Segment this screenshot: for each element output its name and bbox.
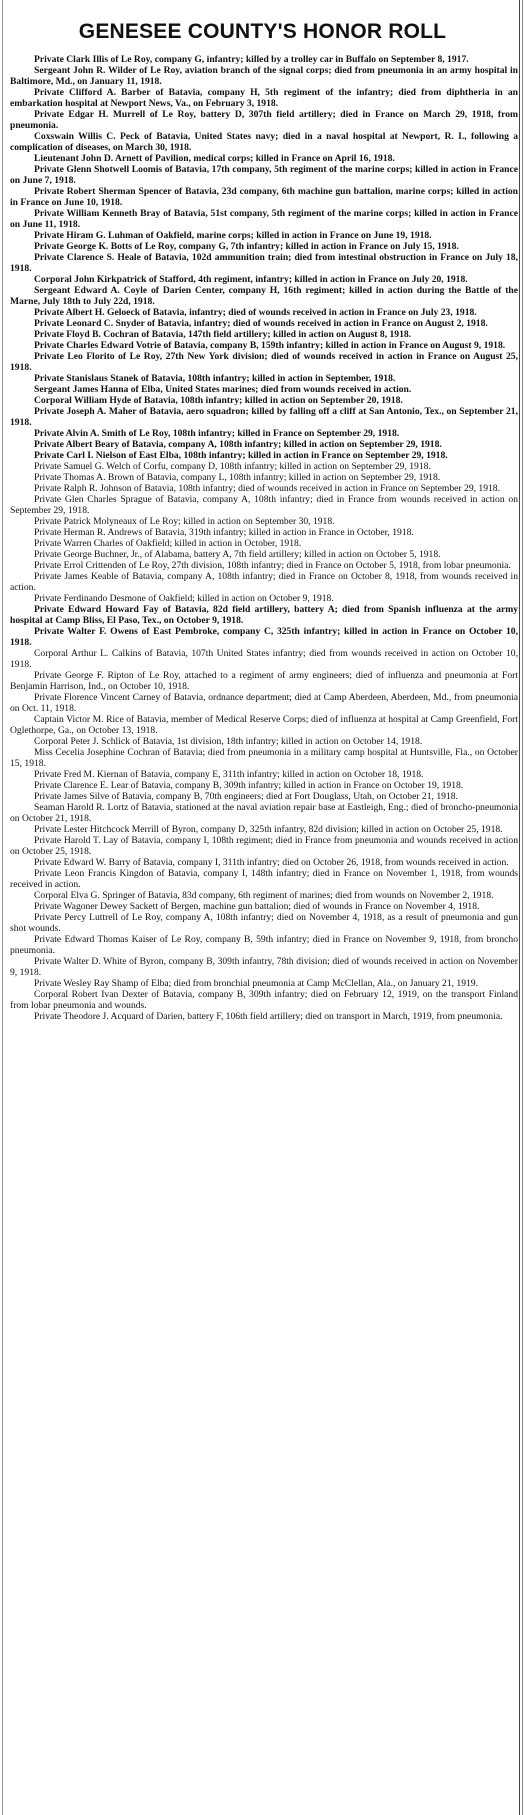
honor-roll-entry: Private Charles Edward Votrie of Batavia, company B, 159th infantry; killed in action in France on August 9, 1918. [34, 340, 506, 351]
honor-roll-entry: Private Errol Crittenden of Le Roy, 27th division, 108th infantry; died in France on October 5, 1918, from lobar pneumonia. [34, 560, 511, 571]
honor-roll-entry: Private Thomas A. Brown of Batavia, company L, 108th infantry; killed in action on September 29, 1918. [34, 472, 441, 483]
honor-roll-entry: Private William Kenneth Bray of Batavia, 51st company, 5th regiment of the marine corps; killed in action in France on June 11, 1918. [10, 208, 518, 230]
honor-roll-entry: Private James Silve of Batavia, company B, 70th engineers; died at Fort Douglass, Utah, on October 21, 1918. [34, 791, 458, 802]
honor-roll-entry: Private Glen Charles Sprague of Batavia, company A, 108th infantry; died in France from wounds received in action on September 29, 1918. [10, 494, 518, 516]
honor-roll-entry: Private Floyd B. Cochran of Batavia, 147th field artillery; killed in action on August 8, 1918. [34, 329, 412, 340]
honor-roll-entry: Private Patrick Molyneaux of Le Roy; killed in action on September 30, 1918. [34, 516, 335, 527]
honor-roll-entry: Sergeant Edward A. Coyle of Darien Center, company H, 16th regiment; killed in action during the Battle of the Marne, July 18th to July 22d, 1918. [10, 285, 518, 307]
honor-roll-entry: Private Albert Beary of Batavia, company A, 108th infantry; killed in action on September 29, 1918. [34, 439, 442, 450]
honor-roll-entry: Corporal William Hyde of Batavia, 108th infantry; killed in action on September 20, 1918. [34, 395, 403, 406]
honor-roll-entry: Seaman Harold R. Lortz of Batavia, stationed at the naval aviation repair base at Eastleigh, Eng.; died of broncho-pneumonia on October 21, 1918. [10, 802, 518, 824]
honor-roll-entry: Private Edgar H. Murrell of Le Roy, battery D, 307th field artillery; died in France on March 29, 1918, from pneumonia. [10, 109, 518, 131]
honor-roll-entry: Private Harold T. Lay of Batavia, company I, 108th regiment; died in France from pneumonia and wounds received in action on October 25, 1918. [10, 835, 518, 857]
right-column-rule [519, 0, 520, 1815]
honor-roll-entry: Private Wagoner Dewey Sackett of Bergen, machine gun battalion; died of wounds in France on November 4, 1918. [34, 901, 480, 912]
honor-roll-entry: Private Leonard C. Snyder of Batavia, infantry; died of wounds received in action in France on August 2, 1918. [34, 318, 488, 329]
honor-roll-entry: Sergeant John R. Wilder of Le Roy, aviation branch of the signal corps; died from pneumonia in an army hospital in Baltimore, Md., on January 11, 1918. [10, 65, 518, 87]
headline: GENESEE COUNTY'S HONOR ROLL [78, 20, 447, 43]
right-column-rule-outer [522, 0, 523, 1815]
honor-roll-entry: Corporal John Kirkpatrick of Stafford, 4th regiment, infantry; killed in action in France on July 20, 1918. [34, 274, 468, 285]
honor-roll-entry: Private Florence Vincent Carney of Batavia, ordnance department; died at Camp Aberdeen, Aberdeen, Md., from pneumonia on Oct. 11, 1918. [10, 692, 518, 714]
honor-roll-entry: Private Wesley Ray Shamp of Elba; died from bronchial pneumonia at Camp McClellan, Ala., on January 21, 1919. [34, 978, 479, 989]
honor-roll-entry: Private George F. Ripton of Le Roy, attached to a regiment of army engineers; died of influenza and pneumonia at Fort Benjamin Harrison, Ind., on October 10, 1918. [10, 670, 518, 692]
honor-roll-entry: Private Walter F. Owens of East Pembroke, company C, 325th infantry; killed in action in France on October 10, 1918. [10, 626, 518, 648]
honor-roll-entry: Private Walter D. White of Byron, company B, 309th infantry, 78th division; died of wounds received in action on November 9, 1918. [10, 956, 518, 978]
honor-roll-entry: Private Ralph R. Johnson of Batavia, 108th infantry; died of wounds received in action in France on September 29, 1918. [34, 483, 500, 494]
honor-roll-entry: Private Joseph A. Maher of Batavia, aero squadron; killed by falling off a cliff at San Antonio, Tex., on September 21, 1918. [10, 406, 518, 428]
honor-roll-entry: Private Edward Howard Fay of Batavia, 82d field artillery, battery A; died from Spanish influenza at the army hospital at Camp Bliss, El Paso, Tex., on October 9, 1918. [10, 604, 518, 626]
honor-roll-entry: Private Warren Charles of Oakfield; killed in action in October, 1918. [34, 538, 302, 549]
honor-roll-entry: Private George K. Botts of Le Roy, company G, 7th infantry; killed in action in France on July 15, 1918. [34, 241, 459, 252]
honor-roll-entry: Captain Victor M. Rice of Batavia, member of Medical Reserve Corps; died of influenza at hospital at Camp Greenfield, Fort Oglethorpe, Ga., on October 13, 1918. [10, 714, 518, 736]
honor-roll-entry: Private Clifford A. Barber of Batavia, company H, 5th regiment of the infantry; died from diphtheria in an embarkation hospital at Newport News, Va., on February 3, 1918. [10, 87, 518, 109]
honor-roll-entry: Private Theodore J. Acquard of Darien, battery F, 106th field artillery; died on transport in March, 1919, from pneumonia. [34, 1011, 503, 1022]
honor-roll-entry: Private Robert Sherman Spencer of Batavia, 23d company, 6th machine gun battalion, marine corps; killed in action in France on June 10, 1918. [10, 186, 518, 208]
honor-roll-entry: Lieutenant John D. Arnett of Pavilion, medical corps; killed in France on April 16, 1918. [34, 153, 395, 164]
honor-roll-entry: Private Fred M. Kiernan of Batavia, company E, 311th infantry; killed in action on October 18, 1918. [34, 769, 424, 780]
honor-roll-entry: Private Edward Thomas Kaiser of Le Roy, company B, 59th infantry; died in France on November 9, 1918, from broncho pneumonia. [10, 934, 518, 956]
honor-roll-entry: Private Leon Francis Kingdon of Batavia, company I, 148th infantry; died in France on November 1, 1918, from wounds received in action. [10, 868, 518, 890]
honor-roll-entry: Private Carl I. Nielson of East Elba, 108th infantry; killed in action in France on September 29, 1918. [34, 450, 448, 461]
honor-roll-entry: Private Edward W. Barry of Batavia, company I, 311th infantry; died on October 26, 1918, from wounds received in action. [34, 857, 509, 868]
honor-roll-entry: Private George Buchner, Jr., of Alabama, battery A, 7th field artillery; killed in action on October 5, 1918. [34, 549, 441, 560]
honor-roll-entry: Private James Keable of Batavia, company A, 108th infantry; died in France on October 8, 1918, from wounds received in action. [10, 571, 518, 593]
honor-roll-entry: Corporal Peter J. Schlick of Batavia, 1st division, 18th infantry; killed in action on October 14, 1918. [34, 736, 423, 747]
honor-roll-entry: Miss Cecelia Josephine Cochran of Batavia; died from pneumonia in a military camp hospital at Huntsville, Fla., on October 15, 1918. [10, 747, 518, 769]
honor-roll-entry: Private Samuel G. Welch of Corfu, company D, 108th infantry; killed in action on September 29, 1918. [34, 461, 431, 472]
honor-roll-list [10, 54, 518, 1022]
honor-roll-entry: Private Percy Luttrell of Le Roy, company A, 108th infantry; died on November 4, 1918, as a result of pneumonia and gun shot wounds. [10, 912, 518, 934]
honor-roll-entry: Private Stanislaus Stanek of Batavia, 108th infantry; killed in action in September, 1918. [34, 373, 396, 384]
honor-roll-entry: Private Leo Florito of Le Roy, 27th New York division; died of wounds received in action in France on August 25, 1918. [10, 351, 518, 373]
honor-roll-entry: Private Hiram G. Luhman of Oakfield, marine corps; killed in action in France on June 19, 1918. [34, 230, 432, 241]
honor-roll-entry: Private Alvin A. Smith of Le Roy, 108th infantry; killed in France on September 29, 1918. [34, 428, 400, 439]
honor-roll-entry: Private Albert H. Geloeck of Batavia, infantry; died of wounds received in action in France on July 23, 1918. [34, 307, 477, 318]
honor-roll-entry: Corporal Robert Ivan Dexter of Batavia, company B, 309th infantry; died on February 12, 1919, on the transport Finland from lobar pneumonia and wounds. [10, 989, 518, 1011]
honor-roll-entry: Coxswain Willis C. Peck of Batavia, United States navy; died in a naval hospital at Newport, R. I., following a complication of diseases, on March 30, 1918. [10, 131, 518, 153]
honor-roll-entry: Private Herman R. Andrews of Batavia, 319th infantry; killed in action in France in October, 1918. [34, 527, 414, 538]
honor-roll-entry: Corporal Arthur L. Calkins of Batavia, 107th United States infantry; died from wounds received in action on October 10, 1918. [10, 648, 518, 670]
honor-roll-entry: Private Glenn Shotwell Loomis of Batavia, 17th company, 5th regiment of the marine corps; killed in action in France on June 7, 1918. [10, 164, 518, 186]
honor-roll-entry: Private Lester Hitchcock Merrill of Byron, company D, 325th infantry, 82d division; killed in action on October 25, 1918. [34, 824, 503, 835]
honor-roll-entry: Private Clarence E. Lear of Batavia, company B, 309th infantry; killed in action in France on October 19, 1918. [34, 780, 464, 791]
honor-roll-entry: Corporal Elva G. Springer of Batavia, 83d company, 6th regiment of marines; died from wounds on November 2, 1918. [34, 890, 494, 901]
honor-roll-entry: Private Ferdinando Desmone of Oakfield; killed in action on October 9, 1918. [34, 593, 334, 604]
honor-roll-entry: Private Clarence S. Heale of Batavia, 102d ammunition train; died from intestinal obstruction in France on July 18, 1918. [10, 252, 518, 274]
honor-roll-entry: Sergeant James Hanna of Elba, United States marines; died from wounds received in action. [34, 384, 412, 395]
left-column-rule [2, 0, 3, 1815]
honor-roll-entry: Private Clark Illis of Le Roy, company G, infantry; killed by a trolley car in Buffalo on September 8, 1917. [34, 54, 469, 65]
